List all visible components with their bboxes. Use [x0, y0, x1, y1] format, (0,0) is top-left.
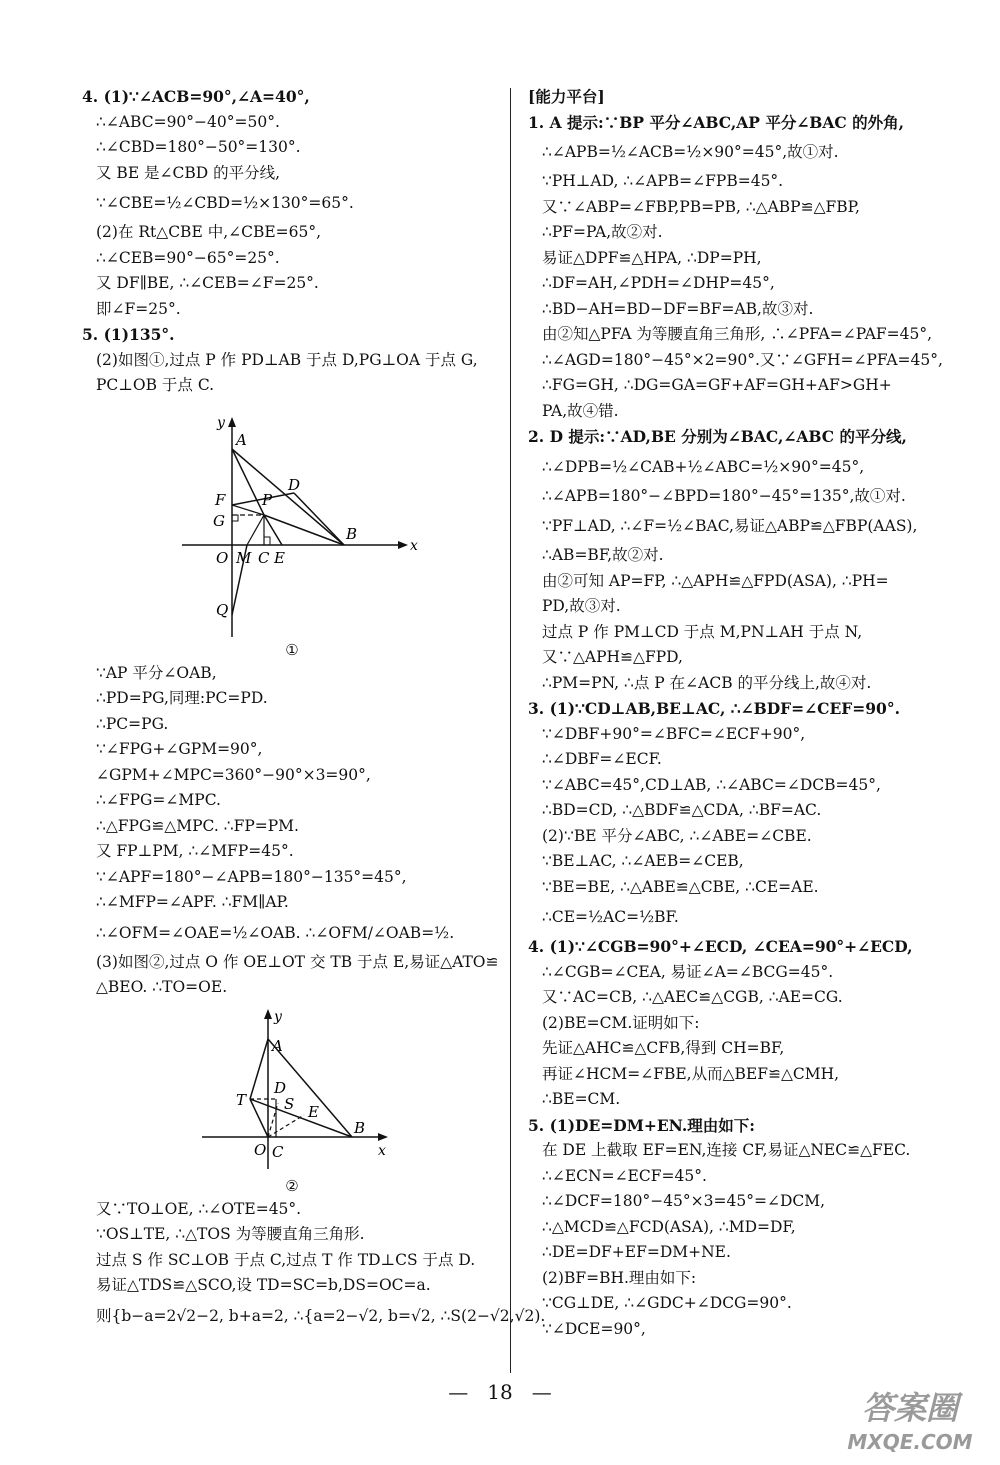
text-line: ∵∠DBF+90°=∠BFC=∠ECF+90°,: [542, 724, 806, 743]
text-line: ∵PH⊥AD, ∴∠APB=∠FPB=45°.: [542, 172, 784, 190]
figure-1-diagram: [82, 405, 502, 637]
text-line: ∴∠APB=½∠ACB=½×90°=45°,故①对.: [542, 143, 839, 161]
fig2-label-C: C: [272, 1142, 284, 1161]
text-line: ∴PM=PN, ∴点 P 在∠ACB 的平分线上,故④对.: [542, 673, 872, 692]
text-line: 又∵△APH≌△FPD,: [542, 648, 683, 666]
text-line: ∴CE=½AC=½BF.: [542, 908, 679, 926]
text-line: ∵AP 平分∠OAB,: [96, 663, 217, 682]
text-line: ∴PC=PG.: [96, 714, 169, 733]
figure-2-caption: ②: [285, 1176, 299, 1195]
text-line: ∴∠DBF=∠ECF.: [542, 750, 662, 768]
text-line: ∴FG=GH, ∴DG=GA=GF+AF=GH+AF>GH+: [542, 376, 892, 394]
text-line: PA,故④错.: [542, 401, 619, 420]
text-line: ∵BE⊥AC, ∴∠AEB=∠CEB,: [542, 852, 744, 870]
text-line: ∵∠ABC=45°,CD⊥AB, ∴∠ABC=∠DCB=45°,: [542, 775, 881, 794]
fig1-label-D: D: [288, 475, 301, 494]
figure-1: [82, 405, 502, 637]
fig2-label-T: T: [236, 1090, 247, 1109]
text-line: ∴∠ECN=∠ECF=45°.: [542, 1166, 707, 1185]
text-line: ∴DF=AH,∠PDH=∠DHP=45°,: [542, 274, 775, 292]
text-line: ∵PF⊥AD, ∴∠F=½∠BAC,易证△ABP≌△FBP(AAS),: [542, 517, 918, 535]
text-line: (2)BE=CM.证明如下:: [542, 1013, 700, 1032]
fig1-label-P: P: [262, 490, 273, 509]
text-line: 又 BE 是∠CBD 的平分线,: [96, 163, 281, 182]
text-line: ∵CG⊥DE, ∴∠GDC+∠DCG=90°.: [542, 1294, 792, 1312]
fig1-label-G: G: [213, 511, 225, 530]
column-divider: [510, 88, 511, 1373]
fig1-label-A: A: [236, 430, 247, 449]
fig1-label-x: x: [410, 537, 418, 554]
fig1-label-O: O: [216, 548, 229, 567]
text-line: ∴△MCD≌△FCD(ASA), ∴MD=DF,: [542, 1217, 796, 1236]
text-line: ∴BD=CD, ∴△BDF≌△CDA, ∴BF=AC.: [542, 801, 822, 819]
footer-dash-left: —: [448, 1380, 469, 1404]
text-line: 1. A 提示:∵BP 平分∠ABC,AP 平分∠BAC 的外角,: [528, 112, 905, 132]
watermark-top: 答案圈: [861, 1389, 959, 1427]
right-text-block: [528, 84, 968, 1342]
text-line: ∴PF=PA,故②对.: [542, 223, 663, 241]
text-line: 易证△DPF≌△HPA, ∴DP=PH,: [542, 248, 762, 267]
left-text-block-1: [82, 84, 502, 399]
text-line: ∴∠AGD=180°−45°×2=90°.又∵∠GFH=∠PFA=45°,: [542, 350, 943, 369]
text-line: ∴∠ABC=90°−40°=50°.: [96, 112, 280, 131]
watermark-logo: [830, 1379, 990, 1459]
left-text-block-3: [82, 1197, 546, 1333]
fig1-label-B: B: [346, 524, 358, 543]
text-line: 再证∠HCM=∠FBE,从而△BEF≌△CMH,: [542, 1064, 840, 1083]
fig2-label-B: B: [354, 1118, 366, 1137]
text-line: 易证△TDS≌△SCO,设 TD=SC=b,DS=OC=a.: [96, 1276, 431, 1294]
text-line: 即∠F=25°.: [96, 299, 181, 318]
text-line: ∴∠OFM=∠OAE=½∠OAB. ∴∠OFM/∠OAB=½.: [96, 923, 455, 942]
text-line: ∵∠FPG+∠GPM=90°,: [96, 740, 263, 758]
fig1-label-C: C: [258, 548, 270, 567]
text-line: ∴∠CGB=∠CEA, 易证∠A=∠BCG=45°.: [542, 962, 834, 981]
right-column: [528, 84, 968, 1342]
figure-2: [82, 1007, 502, 1173]
fig2-label-A: A: [272, 1036, 283, 1055]
text-line: 由②可知 AP=FP, ∴△APH≌△FPD(ASA), ∴PH=: [542, 571, 889, 590]
text-line: 5. (1)DE=DM+EN.理由如下:: [528, 1115, 755, 1135]
fig1-label-Q: Q: [216, 600, 229, 619]
text-line: 在 DE 上截取 EF=EN,连接 CF,易证△NEC≌△FEC.: [542, 1141, 911, 1159]
text-line: [能力平台]: [528, 87, 605, 106]
text-line: ∴BD−AH=BD−DF=BF=AB,故③对.: [542, 299, 814, 318]
text-line: 则{b−a=2√2−2, b+a=2, ∴{a=2−√2, b=√2, ∴S(2−√2,√2).: [96, 1306, 546, 1325]
text-line: 由②知△PFA 为等腰直角三角形, ∴∠PFA=∠PAF=45°,: [542, 325, 933, 343]
text-line: PC⊥OB 于点 C.: [96, 376, 215, 394]
fig1-label-M: M: [236, 548, 252, 567]
footer-dash-right: —: [531, 1380, 552, 1404]
text-line: ∴△FPG≌△MPC. ∴FP=PM.: [96, 816, 299, 835]
fig2-label-D: D: [274, 1078, 287, 1097]
text-line: △BEO. ∴TO=OE.: [96, 978, 228, 996]
text-line: 又 FP⊥PM, ∴∠MFP=45°.: [96, 842, 294, 860]
text-line: ∵BE=BE, ∴△ABE≌△CBE, ∴CE=AE.: [542, 877, 819, 896]
text-line: ∵∠CBE=½∠CBD=½×130°=65°.: [96, 194, 354, 212]
text-line: ∴PD=PG,同理:PC=PD.: [96, 689, 268, 707]
figure-2-diagram: [82, 1007, 502, 1173]
text-line: (2)如图①,过点 P 作 PD⊥AB 于点 D,PG⊥OA 于点 G,: [96, 350, 478, 369]
fig2-label-E: E: [308, 1102, 319, 1121]
text-line: ∴∠MFP=∠APF. ∴FM∥AP.: [96, 893, 289, 911]
left-text-block-2: [82, 661, 502, 1001]
text-line: ∴∠CEB=90°−65°=25°.: [96, 248, 280, 267]
text-line: (2)BF=BH.理由如下:: [542, 1268, 697, 1287]
text-line: ∵∠APF=180°−∠APB=180°−135°=45°,: [96, 867, 407, 886]
fig2-label-x: x: [378, 1142, 386, 1159]
left-column: [82, 84, 546, 1333]
text-line: 2. D 提示:∵AD,BE 分别为∠BAC,∠ABC 的平分线,: [528, 427, 907, 446]
fig1-label-E: E: [274, 548, 285, 567]
text-line: ∴∠DPB=½∠CAB+½∠ABC=½×90°=45°,: [542, 457, 865, 476]
fig2-label-O: O: [254, 1140, 267, 1159]
text-line: ∴DE=DF+EF=DM+NE.: [542, 1243, 731, 1261]
text-line: 4. (1)∵∠CGB=90°+∠ECD, ∠CEA=90°+∠ECD,: [528, 937, 913, 956]
text-line: PD,故③对.: [542, 597, 621, 615]
fig2-label-y: y: [274, 1008, 282, 1025]
text-line: 又∵∠ABP=∠FBP,PB=PB, ∴△ABP≌△FBP,: [542, 197, 860, 216]
text-line: ∠GPM+∠MPC=360°−90°×3=90°,: [96, 765, 371, 784]
fig1-label-F: F: [215, 490, 226, 509]
text-line: 过点 P 作 PM⊥CD 于点 M,PN⊥AH 于点 N,: [542, 622, 863, 641]
figure-1-caption: ①: [285, 640, 299, 659]
page-number: 18: [487, 1380, 513, 1404]
text-line: ∴∠CBD=180°−50°=130°.: [96, 138, 301, 156]
text-line: 又∵AC=CB, ∴△AEC≌△CGB, ∴AE=CG.: [542, 988, 843, 1006]
text-line: 先证△AHC≌△CFB,得到 CH=BF,: [542, 1039, 785, 1057]
text-line: 5. (1)135°.: [82, 325, 175, 344]
text-line: 又 DF∥BE, ∴∠CEB=∠F=25°.: [96, 274, 319, 292]
fig1-label-y: y: [217, 414, 225, 431]
text-line: ∴BE=CM.: [542, 1090, 621, 1108]
fig2-label-S: S: [284, 1094, 295, 1113]
text-line: ∴∠FPG=∠MPC.: [96, 791, 221, 809]
text-line: 过点 S 作 SC⊥OB 于点 C,过点 T 作 TD⊥CS 于点 D.: [96, 1250, 476, 1269]
text-line: ∵∠DCE=90°,: [542, 1319, 646, 1338]
text-line: (3)如图②,过点 O 作 OE⊥OT 交 TB 于点 E,易证△ATO≌: [96, 952, 499, 971]
text-line: (2)在 Rt△CBE 中,∠CBE=65°,: [96, 223, 322, 241]
text-line: ∵OS⊥TE, ∴△TOS 为等腰直角三角形.: [96, 1225, 365, 1243]
text-line: ∴∠DCF=180°−45°×3=45°=∠DCM,: [542, 1192, 826, 1210]
text-line: (2)∵BE 平分∠ABC, ∴∠ABE=∠CBE.: [542, 826, 812, 845]
watermark-bottom: MXQE.COM: [847, 1430, 973, 1454]
text-line: 4. (1)∵∠ACB=90°,∠A=40°,: [82, 87, 310, 106]
text-line: 3. (1)∵CD⊥AB,BE⊥AC, ∴∠BDF=∠CEF=90°.: [528, 699, 900, 718]
text-line: 又∵TO⊥OE, ∴∠OTE=45°.: [96, 1199, 302, 1218]
text-line: ∴∠APB=180°−∠BPD=180°−45°=135°,故①对.: [542, 486, 906, 505]
text-line: ∴AB=BF,故②对.: [542, 546, 664, 564]
